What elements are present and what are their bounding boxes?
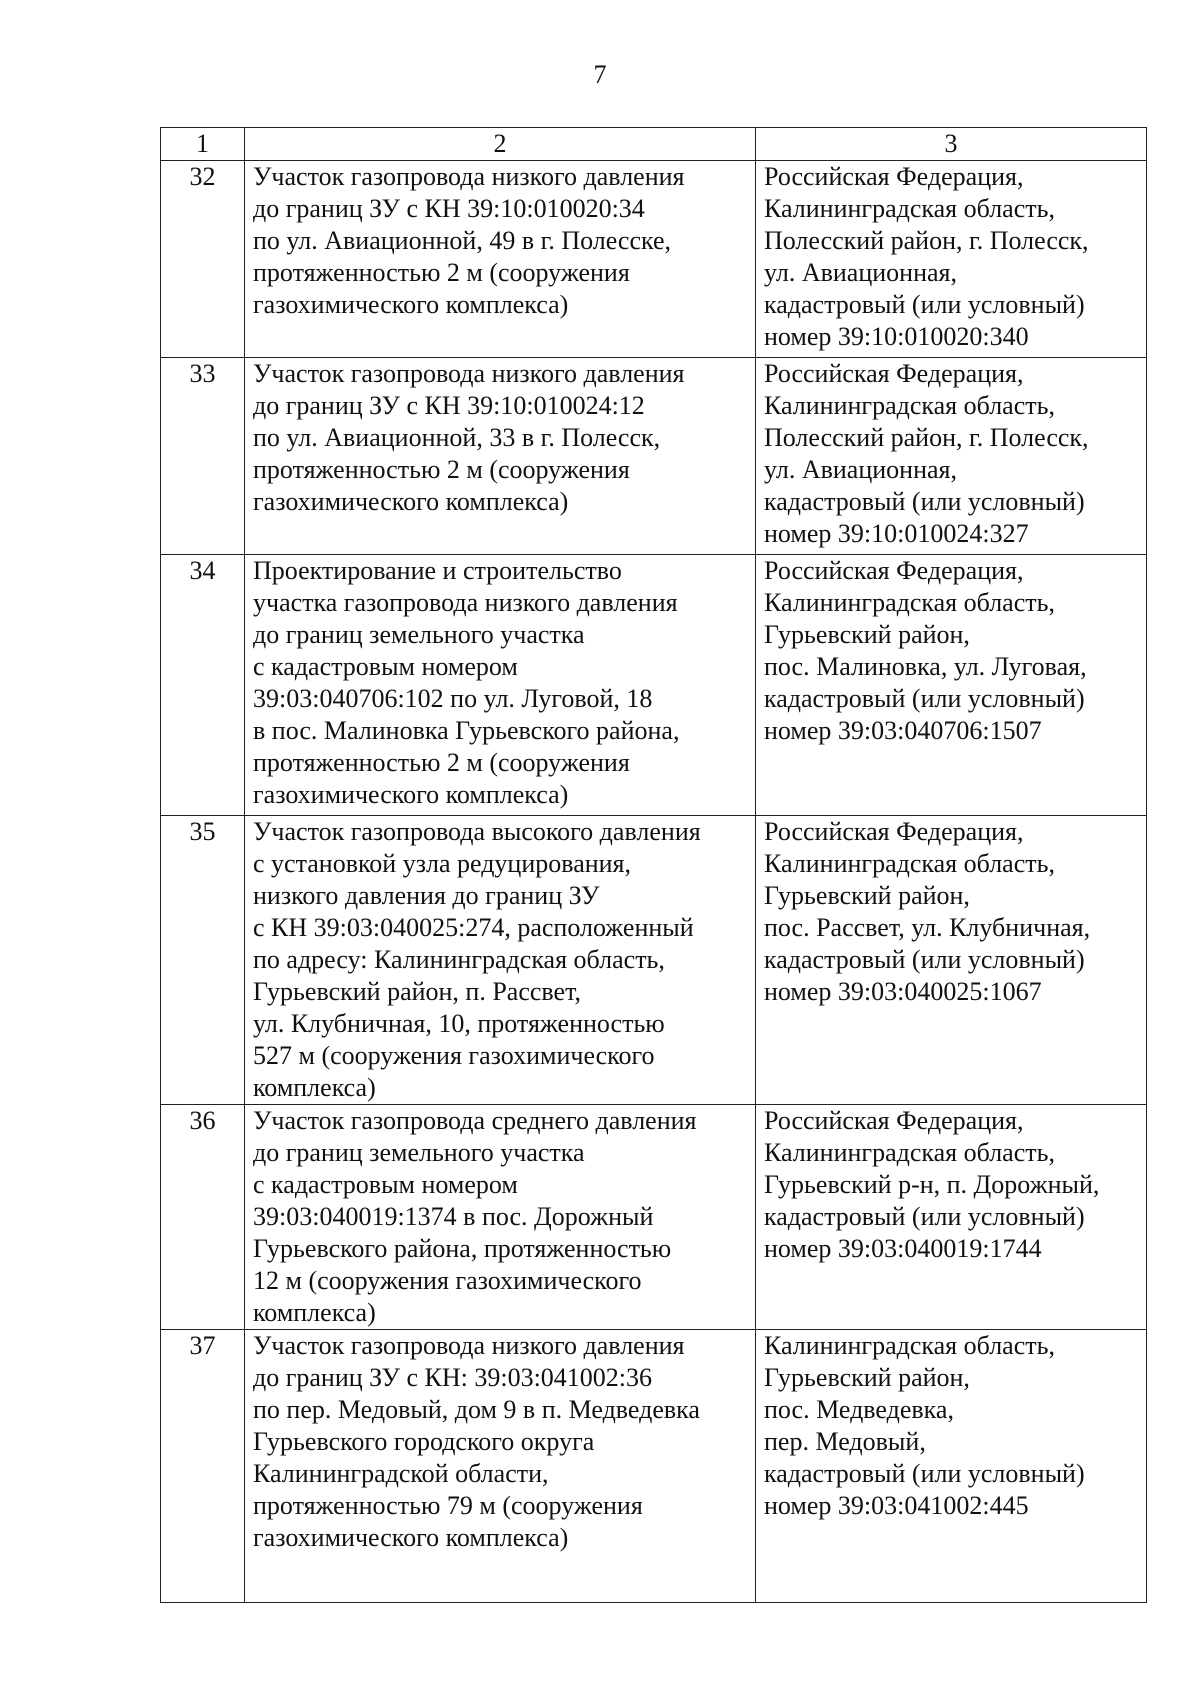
object-line: в пос. Малиновка Гурьевского района, xyxy=(253,716,680,745)
location-line: номер 39:03:040706:1507 xyxy=(764,716,1042,745)
object-description-cell xyxy=(245,1105,756,1330)
object-line: Проектирование и строительство xyxy=(253,556,622,585)
row-number: 33 xyxy=(161,358,245,555)
location-line: пос. Медведевка, xyxy=(764,1395,954,1424)
object-line: 527 м (сооружения газохимического xyxy=(253,1041,655,1070)
object-description-cell xyxy=(245,1330,756,1603)
row-number: 36 xyxy=(161,1105,245,1330)
location-line: номер 39:03:040025:1067 xyxy=(764,977,1042,1006)
location-line: Российская Федерация, xyxy=(764,1106,1024,1135)
object-description-cell xyxy=(245,161,756,358)
location-cell xyxy=(756,1105,1147,1330)
location-cell xyxy=(756,1330,1147,1603)
row-number: 34 xyxy=(161,555,245,816)
object-line: низкого давления до границ ЗУ xyxy=(253,881,600,910)
object-description-cell xyxy=(245,816,756,1105)
object-line: до границ ЗУ с КН 39:10:010020:34 xyxy=(253,194,645,223)
object-line: 12 м (сооружения газохимического xyxy=(253,1266,642,1295)
location-line: кадастровый (или условный) xyxy=(764,1459,1085,1488)
row-number: 32 xyxy=(161,161,245,358)
header-cell-2: 2 xyxy=(245,128,756,161)
location-line: номер 39:10:010020:340 xyxy=(764,322,1029,351)
table-row xyxy=(161,358,1147,555)
object-line: Участок газопровода среднего давления xyxy=(253,1106,697,1135)
object-line: до границ земельного участка xyxy=(253,620,585,649)
object-line: до границ ЗУ с КН 39:10:010024:12 xyxy=(253,391,645,420)
object-line: газохимического комплекса) xyxy=(253,1523,569,1552)
object-line: Участок газопровода низкого давления xyxy=(253,162,685,191)
table-row xyxy=(161,1105,1147,1330)
object-line: газохимического комплекса) xyxy=(253,780,569,809)
object-line: Гурьевского района, протяженностью xyxy=(253,1234,672,1263)
object-line: Участок газопровода высокого давления xyxy=(253,817,701,846)
object-line: протяженностью 2 м (сооружения xyxy=(253,748,630,777)
object-line: 39:03:040019:1374 в пос. Дорожный xyxy=(253,1202,654,1231)
location-line: Калининградская область, xyxy=(764,588,1055,617)
table-row xyxy=(161,1330,1147,1603)
location-line: Калининградская область, xyxy=(764,1138,1055,1167)
object-description-cell xyxy=(245,358,756,555)
location-line: номер 39:03:040019:1744 xyxy=(764,1234,1042,1263)
location-line: пос. Рассвет, ул. Клубничная, xyxy=(764,913,1091,942)
page-number: 7 xyxy=(593,60,607,89)
object-line: с кадастровым номером xyxy=(253,1170,518,1199)
location-line: кадастровый (или условный) xyxy=(764,290,1085,319)
location-line: пер. Медовый, xyxy=(764,1427,926,1456)
location-line: номер 39:03:041002:445 xyxy=(764,1491,1029,1520)
object-line: ул. Клубничная, 10, протяженностью xyxy=(253,1009,665,1038)
object-line: Гурьевский район, п. Рассвет, xyxy=(253,977,581,1006)
header-row xyxy=(161,128,1147,161)
object-description-cell xyxy=(245,555,756,816)
location-line: кадастровый (или условный) xyxy=(764,684,1085,713)
location-line: Гурьевский район, xyxy=(764,1363,970,1392)
object-line: до границ земельного участка xyxy=(253,1138,585,1167)
location-line: кадастровый (или условный) xyxy=(764,945,1085,974)
object-line: 39:03:040706:102 по ул. Луговой, 18 xyxy=(253,684,653,713)
object-line: протяженностью 79 м (сооружения xyxy=(253,1491,643,1520)
location-line: Российская Федерация, xyxy=(764,359,1024,388)
location-line: Гурьевский р-н, п. Дорожный, xyxy=(764,1170,1100,1199)
location-line: Калининградская область, xyxy=(764,391,1055,420)
object-line: Участок газопровода низкого давления xyxy=(253,359,685,388)
location-line: Российская Федерация, xyxy=(764,162,1024,191)
location-line: Калининградская область, xyxy=(764,1331,1055,1360)
location-line: Российская Федерация, xyxy=(764,556,1024,585)
location-line: номер 39:10:010024:327 xyxy=(764,519,1029,548)
location-line: ул. Авиационная, xyxy=(764,455,957,484)
object-line: Калининградской области, xyxy=(253,1459,549,1488)
object-line: Гурьевского городского округа xyxy=(253,1427,595,1456)
object-line: по адресу: Калининградская область, xyxy=(253,945,665,974)
row-number: 35 xyxy=(161,816,245,1105)
row-number: 37 xyxy=(161,1330,245,1603)
location-line: Калининградская область, xyxy=(764,194,1055,223)
object-line: протяженностью 2 м (сооружения xyxy=(253,258,630,287)
location-cell xyxy=(756,358,1147,555)
location-cell xyxy=(756,555,1147,816)
object-line: комплекса) xyxy=(253,1298,376,1327)
location-line: Гурьевский район, xyxy=(764,620,970,649)
object-line: протяженностью 2 м (сооружения xyxy=(253,455,630,484)
location-line: кадастровый (или условный) xyxy=(764,487,1085,516)
object-line: с кадастровым номером xyxy=(253,652,518,681)
location-cell xyxy=(756,816,1147,1105)
location-line: пос. Малиновка, ул. Луговая, xyxy=(764,652,1087,681)
object-line: участка газопровода низкого давления xyxy=(253,588,678,617)
object-line: по пер. Медовый, дом 9 в п. Медведевка xyxy=(253,1395,700,1424)
location-line: Полесский район, г. Полесск, xyxy=(764,226,1089,255)
header-cell-1: 1 xyxy=(161,128,245,161)
location-line: Калининградская область, xyxy=(764,849,1055,878)
object-line: Участок газопровода низкого давления xyxy=(253,1331,685,1360)
location-cell xyxy=(756,161,1147,358)
location-line: ул. Авиационная, xyxy=(764,258,957,287)
table-row xyxy=(161,816,1147,1105)
object-line: с КН 39:03:040025:274, расположенный xyxy=(253,913,694,942)
location-line: кадастровый (или условный) xyxy=(764,1202,1085,1231)
object-line: газохимического комплекса) xyxy=(253,487,569,516)
registry-table xyxy=(160,127,1147,1603)
object-line: комплекса) xyxy=(253,1073,376,1102)
object-line: по ул. Авиационной, 49 в г. Полесске, xyxy=(253,226,672,255)
location-line: Российская Федерация, xyxy=(764,817,1024,846)
table-row xyxy=(161,161,1147,358)
table-row xyxy=(161,555,1147,816)
header-cell-3: 3 xyxy=(756,128,1147,161)
location-line: Полесский район, г. Полесск, xyxy=(764,423,1089,452)
object-line: газохимического комплекса) xyxy=(253,290,569,319)
object-line: до границ ЗУ с КН: 39:03:041002:36 xyxy=(253,1363,653,1392)
object-line: по ул. Авиационной, 33 в г. Полесск, xyxy=(253,423,661,452)
object-line: с установкой узла редуцирования, xyxy=(253,849,632,878)
location-line: Гурьевский район, xyxy=(764,881,970,910)
